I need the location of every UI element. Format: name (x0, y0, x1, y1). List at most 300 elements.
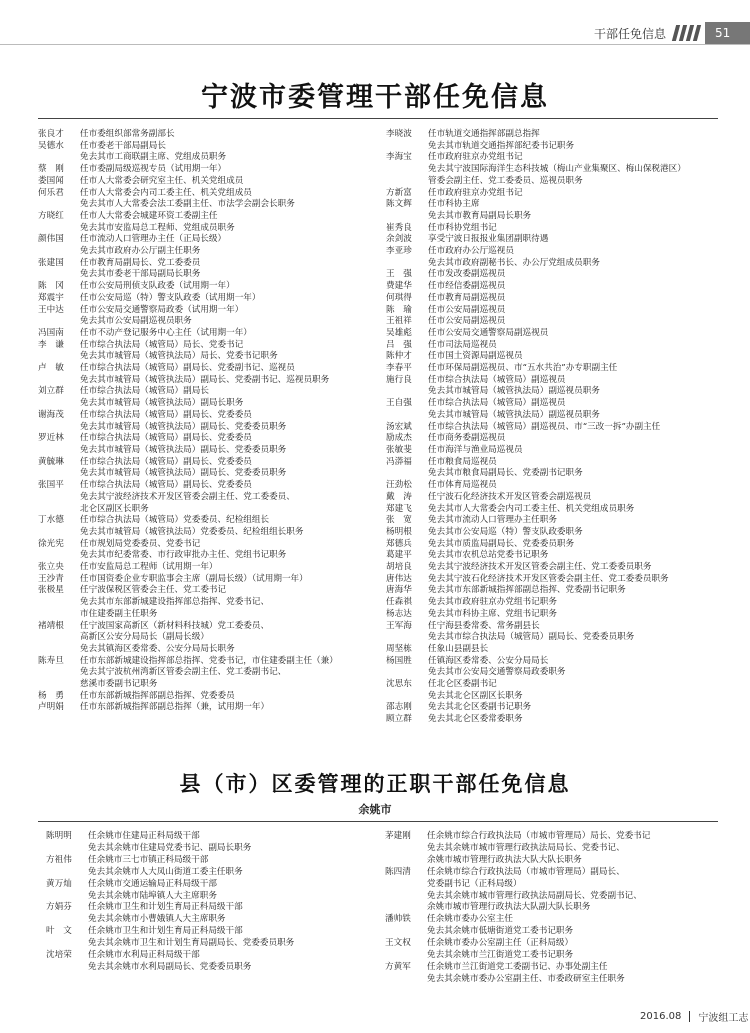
person-name: 陈四清 (385, 866, 411, 877)
person-name: 冯漭福 (386, 456, 412, 467)
position-description: 任市发改委副巡视员 (428, 269, 506, 280)
person-name (38, 422, 80, 434)
position-description: 任宁波石化经济技术开发区管委会副巡视员 (428, 491, 592, 502)
person-name: 方新富 (386, 187, 412, 198)
person-name (386, 211, 428, 223)
position-description: 任余姚市三七市镇正科局级干部 (88, 854, 209, 865)
position-description: 免去其市人大常委会内司工委主任、机关党组成员职务 (428, 503, 635, 514)
entry-row (386, 211, 726, 223)
entry-row (386, 188, 726, 200)
entry-row (38, 609, 373, 621)
person-name: 周坚栋 (386, 643, 412, 654)
person-name: 陈明明 (46, 831, 72, 841)
entry-row (38, 445, 373, 457)
person-name (38, 316, 80, 328)
position-description: 任市综合执法局（城管局）党委委员、纪检组组长 (80, 515, 270, 526)
entry-row (386, 141, 726, 153)
person-name: 杨明根 (386, 526, 412, 537)
entry-row (386, 316, 726, 328)
entry-row (46, 914, 366, 926)
person-name: 崔秀良 (386, 222, 412, 233)
person-name (38, 644, 80, 656)
entry-row (385, 938, 725, 950)
entry-row (386, 398, 726, 410)
footer-separator (689, 1011, 690, 1022)
position-description: 任市东部新城指挥部副总指挥、党委委员 (80, 690, 235, 701)
entry-row (46, 902, 366, 914)
header-stripes-decoration (674, 25, 699, 41)
position-description: 任余姚市卫生和计划生育局正科局级干部 (88, 926, 243, 937)
entry-row (385, 974, 725, 986)
person-name: 郑德兵 (386, 538, 412, 549)
person-name (46, 843, 88, 855)
position-description: 任市政府办公厅巡视员 (428, 246, 514, 257)
person-name: 罗近林 (38, 433, 64, 444)
person-name: 娄国闻 (38, 175, 64, 186)
person-name: 卢明娟 (38, 702, 64, 713)
position-description: 免去其市城管局（城管执法局）局长、党委书记职务 (80, 351, 278, 362)
person-name (385, 926, 427, 938)
entry-row (38, 585, 373, 597)
person-name (38, 667, 80, 679)
position-description: 免去其北仑区委副书记职务 (428, 702, 532, 713)
position-description: 任宁海县委常委、常务副县长 (428, 620, 540, 631)
entry-row (38, 152, 373, 164)
entry-row (385, 879, 725, 891)
position-description: 任市综合执法局（城管局）副巡视员、市“三改一拆”办副主任 (428, 421, 661, 432)
entry-row (38, 351, 373, 363)
position-description: 任市教育局副局长、党工委委员 (80, 257, 201, 268)
entry-row (38, 234, 373, 246)
entry-row (386, 258, 726, 270)
person-name: 谢海茂 (38, 409, 64, 420)
position-description: 免去其北仑区委常委职务 (428, 714, 523, 725)
person-name (38, 492, 80, 504)
person-name: 李晓波 (386, 129, 412, 139)
entry-row (386, 515, 726, 527)
person-name: 费建华 (386, 281, 412, 292)
entry-row (386, 386, 726, 398)
person-name (38, 398, 80, 410)
position-description: 免去其市城管局（城管执法局）副局长、党委委员职务 (80, 421, 287, 432)
person-name: 余剑波 (386, 234, 412, 245)
entry-row (38, 199, 373, 211)
position-description: 任余姚市水利局正科局级干部 (88, 950, 200, 961)
entry-row (386, 492, 726, 504)
position-description: 免去其市政府办公厅副主任职务 (80, 246, 201, 257)
person-name: 李 谦 (38, 339, 64, 350)
position-description: 任市委老干部局副局长 (80, 140, 166, 151)
entry-row (38, 539, 373, 551)
header-divider (0, 44, 750, 45)
position-description: 免去其宁波石化经济技术开发区管委会副主任、党工委委员职务 (428, 573, 669, 584)
position-description: 任市综合执法局（城管局）副局长、党委委员 (80, 409, 252, 420)
person-name (38, 445, 80, 457)
title-divider (38, 118, 718, 119)
journal-name: 宁波组工志 (698, 1013, 749, 1024)
entry-row (38, 457, 373, 469)
position-description: 免去其市城管局（城管执法局）副局长职务 (80, 398, 244, 409)
person-name (386, 164, 428, 176)
entry-row (386, 223, 726, 235)
position-description: 任市政府驻京办党组书记 (428, 187, 523, 198)
entry-row (385, 867, 725, 879)
entry-row (386, 679, 726, 691)
person-name: 杨志达 (386, 608, 412, 619)
entry-row (38, 176, 373, 188)
person-name: 励成杰 (386, 433, 412, 444)
position-description: 任余姚市兰江街道党工委副书记、办事处副主任 (427, 961, 608, 972)
position-description: 免去其余姚市住建局党委书记、副局长职务 (88, 842, 252, 853)
person-name: 杨国胜 (386, 655, 412, 666)
entry-row (38, 141, 373, 153)
person-name: 刘立群 (38, 386, 64, 397)
person-name (385, 891, 427, 903)
entry-row (386, 667, 726, 679)
position-description: 任市委副局级巡视专员（试用期一年） (80, 164, 227, 175)
position-description: 任市海洋与渔业局巡视员 (428, 444, 523, 455)
position-description: 免去其余姚市兰江街道党工委书记职务 (427, 950, 574, 961)
person-name: 胡培良 (386, 562, 412, 573)
person-name: 张良才 (38, 129, 64, 139)
position-description: 免去其市农机总站党委书记职务 (428, 550, 549, 561)
position-description: 免去其市城管局（城管执法局）副局长、党委副书记、巡视员职务 (80, 374, 330, 385)
entry-row (386, 375, 726, 387)
entry-row (38, 504, 373, 516)
entry-row (38, 293, 373, 305)
person-name: 张极星 (38, 585, 64, 596)
position-description: 任市政府驻京办党组书记 (428, 152, 523, 163)
entry-row (38, 223, 373, 235)
section-title: 县（市）区委管理的正职干部任免信息 (179, 771, 571, 796)
position-description: 免去其镇海区委常委、公安分局局长职务 (80, 643, 235, 654)
entry-row (386, 702, 726, 714)
person-name: 唐海华 (386, 585, 412, 596)
entry-row (38, 527, 373, 539)
position-description: 任余姚市卫生和计划生育局正科局级干部 (88, 902, 243, 913)
position-description: 任市综合执法局（城管局）副局长 (80, 386, 209, 397)
person-name: 李亚珍 (386, 246, 412, 257)
entry-row (38, 316, 373, 328)
position-description: 免去其余姚市陆埠镇人大主席职务 (88, 890, 217, 901)
person-name: 施行良 (386, 374, 412, 385)
position-description: 免去其市流动人口管理办主任职务 (428, 515, 557, 526)
person-name: 戴 涛 (386, 491, 412, 502)
entry-row (38, 632, 373, 644)
entry-row (46, 855, 366, 867)
person-name (386, 141, 428, 153)
position-description: 免去其市城管局（城管执法局）副局长、党委委员职务 (80, 444, 287, 455)
person-name: 李海宝 (386, 152, 412, 163)
person-name: 陈寿旦 (38, 655, 64, 666)
page-title: 宁波市委管理干部任免信息 (201, 82, 549, 113)
person-name: 颜伟国 (38, 234, 64, 245)
entry-row (386, 410, 726, 422)
person-name (386, 386, 428, 398)
entry-row (46, 938, 366, 950)
entry-row (38, 433, 373, 445)
entry-row (38, 702, 373, 714)
person-name (385, 902, 427, 914)
person-name: 叶 文 (46, 926, 72, 937)
position-description: 免去其市人大常委会法工委副主任、市法学会副会长职务 (80, 199, 295, 210)
person-name: 吴雄彪 (386, 327, 412, 338)
position-description: 任北仑区委副书记 (428, 679, 497, 690)
position-description: 市住建委副主任职务 (80, 608, 158, 619)
person-name (38, 269, 80, 281)
person-name: 张立央 (38, 562, 64, 573)
entry-row (38, 269, 373, 281)
position-description: 享受宁波日报报业集团副职待遇 (428, 234, 549, 245)
position-description: 免去其市城管局（城管执法局）副局长、党委委员职务 (80, 468, 287, 479)
entry-row (386, 293, 726, 305)
position-description: 任象山县副县长 (428, 643, 489, 654)
person-name (386, 667, 428, 679)
position-description: 免去其市政府副秘书长、办公厅党组成员职务 (428, 257, 600, 268)
person-name (386, 632, 428, 644)
person-name (38, 152, 80, 164)
position-description: 任市综合执法局（城管局）副局长、党委委员 (80, 480, 252, 491)
entry-row (38, 679, 373, 691)
appointments-right-column (386, 129, 726, 726)
position-description: 任市轨道交通指挥部副总指挥 (428, 129, 540, 139)
position-description: 免去其宁波经济技术开发区管委会副主任、党工委委员、 (80, 491, 295, 502)
person-name: 王中达 (38, 304, 64, 315)
position-description: 免去其市公安局交通警察局政委职务 (428, 667, 566, 678)
person-name: 沈培荣 (46, 950, 72, 961)
entry-row (386, 176, 726, 188)
position-description: 党委副书记（正科局级） (427, 878, 522, 889)
entry-row (386, 527, 726, 539)
entry-row (385, 831, 725, 843)
entry-row (38, 644, 373, 656)
entry-row (38, 305, 373, 317)
entry-row (386, 550, 726, 562)
entry-row (386, 269, 726, 281)
person-name (386, 691, 428, 703)
entry-row (386, 621, 726, 633)
person-name (38, 375, 80, 387)
person-name: 陈 冈 (38, 281, 64, 292)
entry-row (38, 328, 373, 340)
position-description: 任市人大常委会内司工委主任、机关党组成员 (80, 187, 252, 198)
position-description: 免去其市轨道交通指挥部纪委书记职务 (428, 140, 575, 151)
person-name: 沈思东 (386, 679, 412, 690)
entry-row (38, 211, 373, 223)
entry-row (38, 129, 373, 141)
person-name: 吴德水 (38, 140, 64, 151)
position-description: 免去其余姚市小曹娥镇人大主席职务 (88, 914, 226, 925)
person-name (38, 597, 80, 609)
entry-row (386, 539, 726, 551)
person-name: 张 宽 (386, 515, 412, 526)
position-description: 任市国土资源局副巡视员 (428, 351, 523, 362)
entry-row (38, 340, 373, 352)
entry-row (386, 305, 726, 317)
person-name: 陈 瑜 (386, 304, 412, 315)
person-name: 蔡 刚 (38, 164, 64, 175)
entry-row (386, 457, 726, 469)
entry-row (386, 644, 726, 656)
entry-row (386, 152, 726, 164)
person-name (38, 468, 80, 480)
position-description: 任市公安局交通警察局副巡视员 (428, 327, 549, 338)
entry-row (38, 515, 373, 527)
person-name (46, 914, 88, 926)
position-description: 免去其宁波国际海洋生态科技城（梅山产业集聚区、梅山保税港区） (428, 164, 686, 175)
position-description: 任余姚市住建局正科局级干部 (88, 831, 200, 841)
entry-row (386, 562, 726, 574)
entry-row (385, 950, 725, 962)
person-name (46, 891, 88, 903)
entry-row (386, 574, 726, 586)
person-name: 邵志刚 (386, 702, 412, 713)
person-name: 顾立群 (386, 714, 412, 725)
person-name (385, 974, 427, 986)
entry-row (38, 667, 373, 679)
position-description: 任市环保局副巡视员、市“五水共治”办专职副主任 (428, 363, 618, 374)
person-name (385, 950, 427, 962)
position-description: 管委会副主任、党工委委员、巡视员职务 (428, 175, 583, 186)
position-description: 任市综合执法局（城管局）局长、党委书记 (80, 339, 244, 350)
person-name: 汤宏斌 (386, 421, 412, 432)
person-name: 黄万灿 (46, 878, 72, 889)
entry-row (38, 691, 373, 703)
person-name: 张国平 (38, 480, 64, 491)
position-description: 任市公安局交通警察局政委（试用期一年） (80, 304, 244, 315)
person-name (385, 843, 427, 855)
page-number: 51 (705, 22, 750, 44)
person-name: 丁水德 (38, 515, 64, 526)
person-name: 杨 勇 (38, 690, 64, 701)
position-description: 免去其市东部新城建设指挥部总指挥、党委书记、 (80, 597, 270, 608)
entry-row (386, 129, 726, 141)
position-description: 免去其宁波经济技术开发区管委会副主任、党工委委员职务 (428, 562, 652, 573)
position-description: 免去其市纪委常委、市行政审批办主任、党组书记职务 (80, 550, 287, 561)
position-description: 慈溪市委副书记职务 (80, 679, 158, 690)
position-description: 任市国资委企业专职监事会主席（副局长级）（试用期一年） (80, 573, 308, 584)
position-description: 免去其市质监局副局长、党委委员职务 (428, 538, 575, 549)
entry-row (385, 843, 725, 855)
entry-row (386, 480, 726, 492)
person-name (38, 351, 80, 363)
person-name: 方晓红 (38, 210, 64, 221)
entry-row (386, 504, 726, 516)
entry-row (386, 351, 726, 363)
entry-row (38, 164, 373, 176)
person-name: 方黄军 (385, 961, 411, 972)
section-divider (38, 821, 718, 822)
issue-date: 2016.08 (640, 1011, 682, 1022)
entry-row (385, 962, 725, 974)
position-description: 余姚市城市管理行政执法大队大队长职务 (427, 854, 582, 865)
entry-row (385, 926, 725, 938)
appointments-left-column (38, 129, 373, 714)
person-name: 方祖伟 (46, 854, 72, 865)
person-name (386, 468, 428, 480)
entry-row (386, 340, 726, 352)
person-name: 褚靖根 (38, 620, 64, 631)
position-description: 任市人大常委会研究室主任、机关党组成员 (80, 175, 244, 186)
entry-row (385, 891, 725, 903)
position-description: 免去其市城管局（城管执法局）党委委员、纪检组组长职务 (80, 526, 304, 537)
position-description: 北仑区副区长职务 (80, 503, 149, 514)
entry-row (385, 914, 725, 926)
position-description: 任市安监局总工程师（试用期一年） (80, 562, 218, 573)
entry-row (38, 550, 373, 562)
entry-row (38, 281, 373, 293)
person-name: 潘帅铁 (385, 914, 411, 925)
entry-row (386, 164, 726, 176)
person-name: 唐伟达 (386, 573, 412, 584)
position-description: 任市科协主席 (428, 199, 480, 210)
person-name (386, 176, 428, 188)
position-description: 免去其市公安局副巡视员职务 (80, 316, 192, 327)
position-description: 任市流动人口管理办主任（正局长级） (80, 234, 227, 245)
entry-row (386, 609, 726, 621)
position-description: 任市人大常委会城建环资工委副主任 (80, 210, 218, 221)
entry-row (386, 714, 726, 726)
person-name: 任森祺 (386, 597, 412, 608)
entry-row (38, 574, 373, 586)
position-description: 任余姚市综合行政执法局（市城市管理局）局长、党委书记 (427, 831, 651, 841)
person-name: 郑震宇 (38, 292, 64, 303)
person-name: 陈文辉 (386, 199, 412, 210)
position-description: 任市综合执法局（城管局）副局长、党委委员 (80, 456, 252, 467)
person-name: 卢 敏 (38, 363, 64, 374)
person-name (46, 962, 88, 974)
person-name: 徐光宪 (38, 538, 64, 549)
entry-row (386, 433, 726, 445)
person-name (38, 246, 80, 258)
person-name (46, 938, 88, 950)
person-name: 王祖祥 (386, 316, 412, 327)
position-description: 免去其市粮食局副局长、党委副书记职务 (428, 468, 583, 479)
position-description: 免去其余姚市人大凤山街道工委主任职务 (88, 866, 243, 877)
position-description: 任市综合执法局（城管局）副巡视员 (428, 398, 566, 409)
entry-row (386, 422, 726, 434)
entry-row (38, 386, 373, 398)
person-name (46, 867, 88, 879)
person-name (386, 258, 428, 270)
person-name: 郑建飞 (386, 503, 412, 514)
position-description: 任市粮食局巡视员 (428, 456, 497, 467)
person-name (386, 410, 428, 422)
county-right-column (385, 831, 725, 986)
entry-row (386, 363, 726, 375)
position-description: 任市商务委副巡视员 (428, 433, 506, 444)
position-description: 免去其市公安局巡（特）警支队政委职务 (428, 526, 583, 537)
person-name (38, 527, 80, 539)
entry-row (386, 234, 726, 246)
entry-row (38, 480, 373, 492)
position-description: 免去其市工商联副主席、党组成员职务 (80, 152, 227, 163)
entry-row (38, 597, 373, 609)
position-description: 任市综合执法局（城管局）副局长、党委委员 (80, 433, 252, 444)
position-description: 任市综合执法局（城管局）副局长、党委副书记、巡视员 (80, 363, 295, 374)
person-name: 葛建平 (386, 550, 412, 561)
entry-row (46, 831, 366, 843)
entry-row (38, 621, 373, 633)
entry-row (38, 492, 373, 504)
person-name: 王自强 (386, 398, 412, 409)
position-description: 任市公安局副巡视员 (428, 316, 506, 327)
position-description: 免去其市委老干部局副局长职务 (80, 269, 201, 280)
person-name: 黄毓琳 (38, 456, 64, 467)
position-description: 任镇海区委常委、公安分局局长 (428, 655, 549, 666)
position-description: 任宁波国家高新区（新材料科技城）党工委委员、 (80, 620, 270, 631)
person-name (38, 550, 80, 562)
